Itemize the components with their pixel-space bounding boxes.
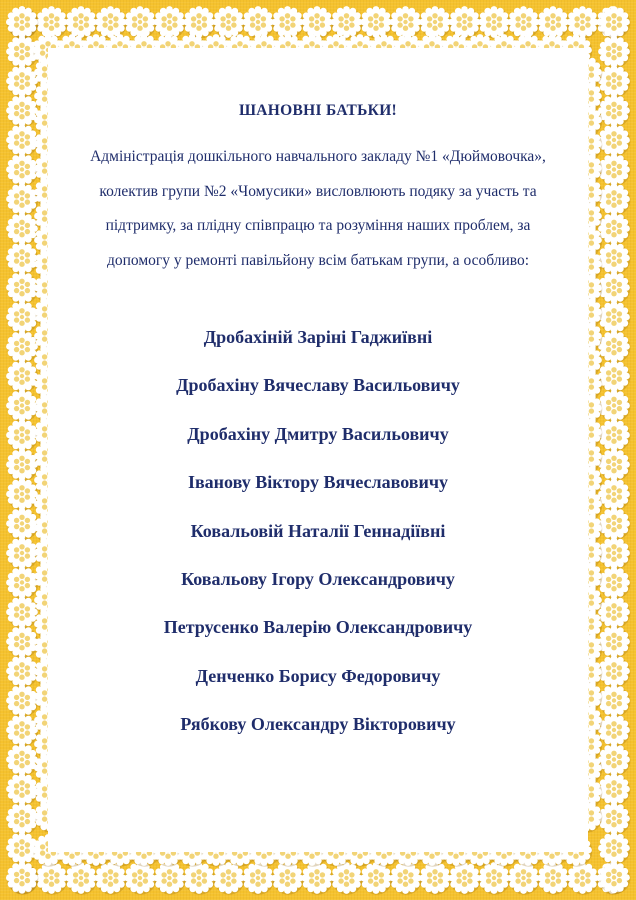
name-item: Петрусенко Валерію Олександровичу [163, 617, 473, 638]
intro-paragraph [54, 140, 582, 278]
intro-line: Адміністрація дошкільного навчального закладу №1 «Дюймовочка», [90, 148, 546, 165]
name-item: Ковальовій Наталії Геннадіївні [190, 520, 446, 541]
letter-title: ШАНОВНІ БАТЬКИ! [238, 102, 398, 119]
name-item: Іванову Віктору Вячеславовичу [187, 472, 449, 493]
name-item: Ковальову Ігору Олександровичу [181, 568, 455, 589]
names-list [48, 324, 588, 760]
name-item: Денченко Борису Федоровичу [195, 665, 441, 686]
name-item: Дробахіну Вячеславу Васильовичу [176, 375, 460, 396]
intro-line: підтримку, за плідну співпрацю та розуміння наших проблем, за [105, 217, 531, 234]
name-item: Дробахіній Заріні Гаджиївні [203, 327, 433, 347]
name-item: Рябкову Олександру Вікторовичу [180, 714, 456, 735]
intro-line: колектив групи №2 «Чомусики» висловлюють подяку за участь та [99, 182, 537, 200]
name-item: Дробахіну Дмитру Васильовичу [187, 423, 449, 444]
letter-content [48, 48, 588, 852]
intro-line: допомогу у ремонті павільйону всім батькам групи, а особливо: [106, 251, 530, 269]
